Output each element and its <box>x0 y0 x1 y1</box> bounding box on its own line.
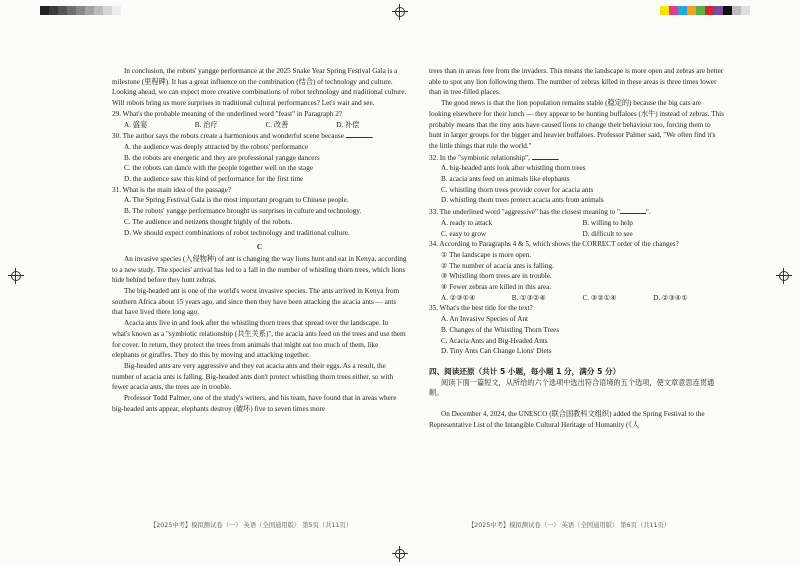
color-swatch <box>705 6 714 15</box>
gray-swatch <box>49 6 58 15</box>
page-5-column <box>112 66 407 415</box>
gray-swatch <box>85 6 94 15</box>
option: D. ②③④① <box>653 293 688 302</box>
change-item: ③ Whistling thorn trees are in trouble. <box>441 272 552 281</box>
registration-mark-bottom <box>392 546 408 562</box>
passage-c-paragraph-2: The big-headed ant is one of the world's worst invasive species. The ants arrived in Kenya from southern Africa about 15 years ago, and since then they have been attacking the acacia ants — ants that have lived there long ago. <box>112 287 400 317</box>
color-swatch <box>696 6 705 15</box>
question-29-options <box>112 120 407 131</box>
question-32-text: 32. In the "symbiotic relationship", <box>429 153 530 162</box>
passage-c-paragraph-5-cont: trees than in areas free from the invaders. This means the landscape is more open and zebras are better able to spot any lion following them. The number of zebras killed in these areas is three times lower than in tree-filled places. <box>429 67 724 97</box>
passage-c-paragraph-5: Professor Todd Palmer, one of the study's writers, and his team, have found that in areas where big-headed ants appear, elephants destroy (破坏) five to seven times more <box>112 394 397 413</box>
question-34-options <box>429 293 724 304</box>
gray-swatch <box>67 6 76 15</box>
option: D. 补偿 <box>336 120 360 129</box>
color-calibration-strip <box>660 6 750 15</box>
section-4-paragraph-1: On December 4, 2024, the UNESCO (联合国教科文组织) added the Spring Festival to the Representative List of the Intangible Cultural Heritage of Humanity (《人 <box>429 410 705 429</box>
option: D. whistling thorn trees protect acacia ants from animals <box>441 196 604 205</box>
option: A. ②③①④ <box>441 293 476 302</box>
option: C. The audience and netizens thought highly of the robots. <box>124 217 293 226</box>
question-33 <box>429 206 724 218</box>
option: D. Tiny Ants Can Change Lions' Diets <box>441 347 552 356</box>
option: A. An Invasive Species of Ant <box>441 315 529 324</box>
gray-swatch <box>76 6 85 15</box>
section-c-heading: C <box>256 243 263 252</box>
option: C. easy to grow <box>441 229 487 238</box>
question-33-end: ". <box>645 208 651 217</box>
passage-c-paragraph-4: Big-headed ants are very aggressive and they eat acacia ants and their eggs. As a result, the number of acacia ants is falling. Big-headed ants don't protect whistling thorn trees either, so with fewer acacia ants, the trees are in trouble. <box>112 361 394 392</box>
grayscale-calibration-strip <box>40 6 121 15</box>
question-32: 32. In the "symbiotic relationship", . <box>429 153 560 162</box>
passage-c-paragraph-1: An invasive species (入侵物种) of ant is changing the way lions hunt and eat in Kenya, according to a new study. The species' arrival has led to a fall in the number of whistling thorn trees, which lions hide behind before they hunt zebras. <box>112 254 407 285</box>
option: A. ready to attack <box>441 218 493 227</box>
question-35: 35. What's the best title for the text? <box>429 304 533 313</box>
registration-mark-right <box>776 268 792 284</box>
option: C. 改善 <box>265 120 289 129</box>
answer-blank <box>532 152 558 160</box>
question-33-text: 33. The underlined word "aggressive" has the closest meaning to " <box>429 208 620 217</box>
question-30: 30. The author says the robots create a harmonious and wonderful scene because . <box>112 132 374 141</box>
gray-swatch <box>94 6 103 15</box>
option: D. difficult to see <box>582 229 633 238</box>
option: B. willing to help <box>582 218 633 227</box>
option: C. whistling thorn trees provide cover for acacia ants <box>441 185 594 194</box>
option: D. the audience saw this kind of performance for the first time <box>124 175 304 184</box>
change-item: ② The number of acacia ants is falling. <box>441 261 554 270</box>
color-swatch <box>687 6 696 15</box>
registration-mark-top <box>392 4 408 20</box>
option: B. The robots' yangge performance brought us surprises in culture and technology. <box>124 207 362 216</box>
color-swatch <box>723 6 732 15</box>
option: A. 盛宴 <box>124 120 148 129</box>
section-4-instructions: 阅读下面一篇短文，从所给的六个选项中选出符合语境的五个选项，使文章意思连贯通顺。 <box>429 377 715 398</box>
color-swatch <box>669 6 678 15</box>
option: A. the audience was deeply attracted by the robots' performance <box>124 142 309 151</box>
question-30-text: 30. The author says the robots create a harmonious and wonderful scene because <box>112 132 344 141</box>
option: D. We should expect combinations of robot technology and traditional culture. <box>124 228 350 237</box>
option: B. the robots are energetic and they are professional yangge dancers <box>124 153 320 162</box>
conclusion-paragraph: In conclusion, the robots' yangge performance at the 2025 Snake Year Spring Festival Gala is a milestone (里程碑). It has a great influence on the combination (结合) of technology and culture. Looking ahead, we can expect more creative combinations of robot technology and traditional culture. Will robots bring us more surprises in traditional cultural performances? Let's wait and see. <box>112 67 407 108</box>
passage-c-paragraph-6: The good news is that the lion population remains stable (稳定的) because the big cats are looking elsewhere for their lunch — they appear to be hunting buffaloes (水牛) instead of zebras. This probably means that the tiny ants have caused lions to change their behaviour too, forcing them to hunt in larger groups for the bigger and heavier buffaloes. Professor Palmer said, "We often find it's the little things that rule the world." <box>429 99 724 150</box>
option: C. Acacia Ants and Big-Headed Ants <box>441 336 548 345</box>
page-6-footer: 【2025中考】模拟测试卷（一） 英语（全国通用版） 第6页（共11页） <box>468 522 671 529</box>
color-swatch <box>678 6 687 15</box>
option: A. big-headed ants look after whistling thorn trees <box>441 164 586 173</box>
option: B. Changes of the Whistling Thorn Trees <box>441 325 560 334</box>
color-swatch <box>660 6 669 15</box>
question-31: 31. What is the main idea of the passage? <box>112 185 232 194</box>
gray-swatch <box>40 6 49 15</box>
option: C. ③②①④ <box>582 293 617 302</box>
section-4-title: 四、阅读还原（共计 5 小题，每小题 1 分，满分 5 分） <box>429 366 621 376</box>
change-item: ① The landscape is more open. <box>441 250 532 259</box>
option: B. ①③②④ <box>511 293 546 302</box>
change-item: ④ Fewer zebras are killed in this area. <box>441 283 552 292</box>
gray-swatch <box>112 6 121 15</box>
answer-blank <box>346 130 372 138</box>
option: B. 治疗 <box>194 120 218 129</box>
option: C. the robots can dance with the people together well on the stage <box>124 164 314 173</box>
page-5-footer: 【2025中考】模拟测试卷（一） 英语（全国通用版） 第5页（共11页） <box>150 522 353 529</box>
color-swatch <box>732 6 741 15</box>
question-33-options-row-1 <box>429 218 724 229</box>
question-33-options-row-2 <box>429 229 724 240</box>
color-swatch <box>741 6 750 15</box>
gray-swatch <box>103 6 112 15</box>
gray-swatch <box>58 6 67 15</box>
registration-mark-left <box>8 268 24 284</box>
option: B. acacia ants feed on animals like elephants <box>441 175 570 184</box>
color-swatch <box>714 6 723 15</box>
question-34: 34. According to Paragraphs 4 & 5, which shows the CORRECT order of the changes? <box>429 240 679 249</box>
page-6-column <box>429 66 724 431</box>
passage-c-paragraph-3: Acacia ants live in and look after the whistling thorn trees that spread over the landscape. In what's known as a "symbiotic relationship (共生关系)", the acacia ants feed on the trees and use them for cover. In return, they protect the trees from animals that might eat too much of them, like elephants or giraffes. They do this by moving and attacking together. <box>112 319 406 360</box>
question-29: 29. What's the probable meaning of the underlined word "feast" in Paragraph 2? <box>112 109 342 118</box>
answer-blank <box>620 206 646 214</box>
option: A. The Spring Festival Gala is the most important program to Chinese people. <box>124 196 349 205</box>
